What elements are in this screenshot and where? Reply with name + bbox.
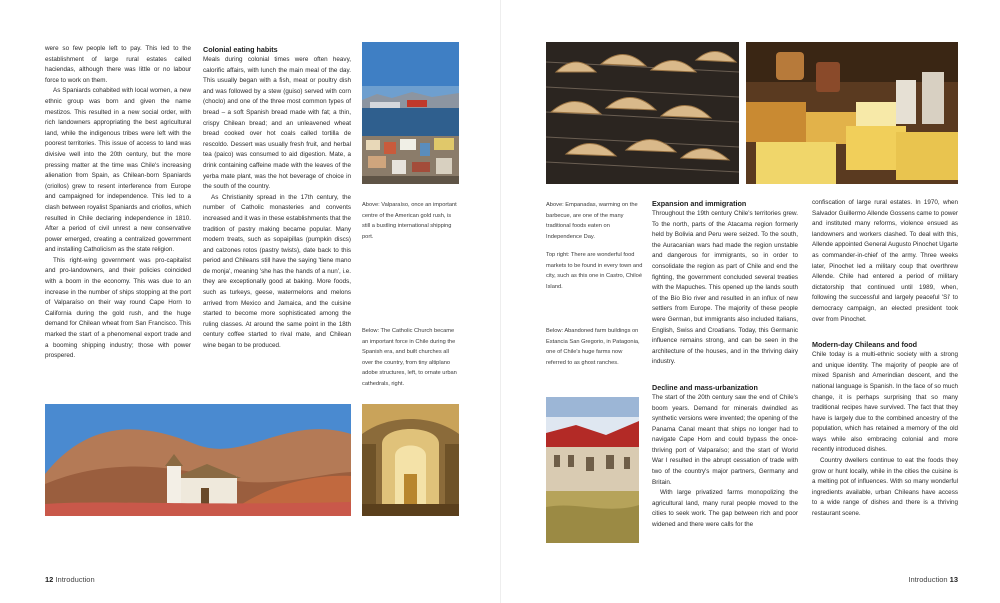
caption-market bbox=[546, 250, 643, 292]
paragraph: The start of the 20th century saw the end of Chile's boom years. Demand for minerals dwindled as synthetic versions were invented; the opening of the Panama Canal meant that ships no longer had to navigate Cape Horn and could bypass the once-thriving port of Valparaíso; and the start of World War I resulted in the abrupt cessation of trade with two of the country's major partners, Germany and Britain. bbox=[652, 393, 798, 486]
page-gutter bbox=[500, 0, 501, 603]
caption-valparaiso bbox=[362, 200, 459, 242]
section-heading-expansion: Expansion and immigration bbox=[652, 199, 747, 208]
photo-food-market bbox=[746, 42, 958, 184]
paragraph: This right-wing government was pro-capitalist and pro-landowners, and their policies coincided with a boom in the economy. This was due to an increase in the number of ships stopping at the port of Valparaíso on their way round Cape Horn to California during the gold rush, and the huge demand for Chilean wheat from San Francisco. This marked the start of a phenomenal export trade and a booming shipping industry; those with power prospered. bbox=[45, 256, 191, 360]
left-text-column-1 bbox=[45, 44, 191, 362]
paragraph: Chile today is a multi-ethnic society with a strong and unique identity. The majority of people are of mixed Spanish and Amerindian descent, and the national language is Spanish. In the face of so much change, it is perhaps surprising that so many traditional recipes have survived. The fact that they have is largely due to the combined ancestry of the population, which has retained a memory of the old ways while also embracing colonial and more recently introduced dishes. bbox=[812, 351, 958, 454]
caption-text: Above: Valparaíso, once an important centre of the American gold rush, is still a bustling international shipping port. bbox=[362, 202, 457, 240]
photo-abandoned-farm bbox=[546, 397, 639, 543]
section-heading-colonial: Colonial eating habits bbox=[203, 45, 278, 54]
caption-text: Above: Empanadas, warming on the barbecue, are one of the many traditional foods eaten on Independence Day. bbox=[546, 202, 638, 240]
paragraph: Throughout the 19th century Chile's territories grew. To the north, parts of the Atacama region formerly held by Bolivia and Peru were seized. To the south, the Auracanian wars had made the region unstable and dangerous for immigrants, so in order to consolidate the region as part of Chile and end the fighting, the government concluded several treaties with the Mapuches. This opened up the lands south of the Bío Bío river and resulted in an influx of new settlers from Europe. The majority of these people were German, but immigrants also included Italians, English, Swiss and Croatians. Today, this Germanic influence remains strong, and can be seen in the architecture of the houses, and in the thriving dairy industry. bbox=[652, 210, 798, 366]
caption-farm bbox=[546, 326, 643, 368]
running-head: Introduction bbox=[908, 575, 948, 584]
caption-text: Top right: There are wonderful food markets to be found in every town and city, such as this one in Castro, Chiloé Island. bbox=[546, 252, 643, 290]
paragraph: As Christianity spread in the 17th century, the number of Catholic monasteries and convents increased and it was in these establishments that the tradition of pastry making became popular. Many modern treats, such as sopaipillas (pumpkin discs) and calzones rotos (pastry twists), date back to this period and Chileans still have the saying 'tiene mano de monja', meaning 'she has the hands of a nun', i.e. they are exceptionally good at baking. More foods, such as turkeys, geese, watermelons and melons arrived from Mexico and Jamaica, and the cuisine started to become more sophisticated among the ruling classes. At around the same point in the 18th century coffee started to rival mate, and Chilean wine began to be produced. bbox=[203, 193, 351, 350]
caption-text: Below: Abandoned farm buildings on Estancia San Gregorio, in Patagonia, one of Chile's huge farms now referred to as ghost ranches. bbox=[546, 328, 640, 366]
running-head: Introduction bbox=[55, 575, 95, 584]
page-number: 13 bbox=[949, 575, 958, 584]
paragraph: Meals during colonial times were often heavy, calorific affairs, with lunch the main meal of the day. This usually began with a fish, meat or poultry dish and was followed by a stew (guiso) served with corn (choclo) and one of the three most common types of bread – a soft Spanish bread made with fat; a thin, crispy Chilean bread; and an unleavened wheat bread cooked over hot coals called tortilla de rescoldo. Dessert was usually fresh fruit, and herbal tea (paico) was consumed to aid digestion. Mate, a drink containing caffeine made with the leaves of the yerba mate plant, was the hot beverage of choice in the south of the country. bbox=[203, 56, 351, 191]
paragraph: As Spaniards cohabited with local women, a new ethnic group was born and given the name mestizos. This resulted in a new social order, with rich landowners appropriating the best agricultural land, while the indigenous tribes were left with the poorest territories. This issue of access to land was divisive well into the 20th century, but the more pressing matter at the time was Chile's increasing alienation from Spain, as Chilean-born Spaniards (criollos) grew to resent interference from Europe and campaigned for independence. This led to a clash between royalist Spaniards and criollos, which resulted in Chile declaring independence in 1810. After a period of civil unrest a new conservative power emerged, creating a centralized government and installing Catholicism as the state religion. bbox=[45, 87, 191, 254]
caption-church bbox=[362, 326, 459, 389]
paragraph: confiscation of large rural estates. In 1970, when Salvador Guillermo Allende Gossens came to power and instituted many reforms, violence ensued as landowners and workers clashed. To deal with this, Allende appointed General Augusto Pinochet Ugarte as commander-in-chief of the army. Three weeks later, Pinochet led a military coup that overthrew Allende. Chile had entered a period of military dictatorship that continued until 1989, when, following the successful and largely peaceful 'Sí' to democracy campaign, an elected president took over from Pinochet. bbox=[812, 199, 958, 323]
left-text-column-2 bbox=[203, 44, 351, 352]
photo-altiplano-adobe-church bbox=[45, 404, 351, 516]
page-number: 12 bbox=[45, 575, 54, 584]
caption-empanadas bbox=[546, 200, 643, 242]
folio-left bbox=[45, 575, 95, 584]
paragraph: were so few people left to pay. This led to the establishment of large rural estates called haciendas, although there was little or no labour force to work on them. bbox=[45, 45, 191, 84]
section-heading-modern: Modern-day Chileans and food bbox=[812, 340, 918, 350]
paragraph: With large privatized farms monopolizing the agricultural land, many rural people moved to the cities to seek work. The gap between rich and poor widened and there were calls for the bbox=[652, 489, 798, 529]
photo-empanadas-barbecue bbox=[546, 42, 739, 184]
paragraph: Country dwellers continue to eat the foods they grow or hunt locally, while in the cities the cuisine is a melting pot of influences. With so many wonderful ingredients available, urban Chileans have access to a wide range of dishes and there is a thriving restaurant scene. bbox=[812, 457, 958, 518]
right-text-column-3 bbox=[652, 198, 798, 531]
folio-right bbox=[908, 575, 958, 584]
caption-text: Below: The Catholic Church became an important force in Chile during the Spanish era, and built churches all over the country, from tiny altiplano adobe structures, left, to ornate urban cathedrals, right. bbox=[362, 328, 457, 387]
photo-cathedral-interior bbox=[362, 404, 459, 516]
photo-valparaiso-port bbox=[362, 42, 459, 184]
right-text-column-4 bbox=[812, 198, 958, 520]
section-heading-decline: Decline and mass-urbanization bbox=[652, 382, 758, 392]
